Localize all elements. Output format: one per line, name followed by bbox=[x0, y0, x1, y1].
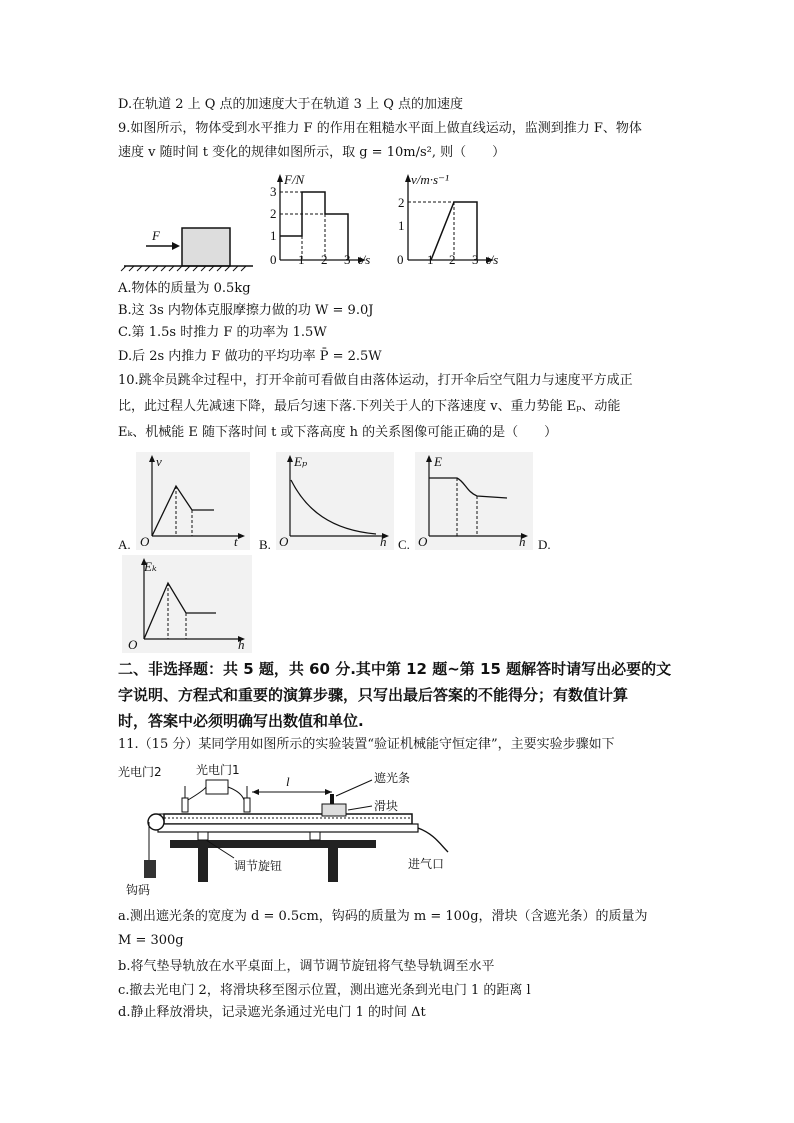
q10-label-b: B. bbox=[259, 537, 271, 552]
q9-option-b: B.这 3s 内物体克服摩擦力做的功 W = 9.0J bbox=[118, 303, 374, 318]
shade-strip bbox=[330, 794, 334, 804]
axis-h-label: h bbox=[380, 534, 387, 549]
slider bbox=[322, 804, 346, 816]
air-track bbox=[164, 814, 412, 824]
pulley bbox=[148, 814, 164, 830]
force-time-graph bbox=[270, 172, 370, 267]
q11-step-a-line1: a.测出遮光条的宽度为 d = 0.5cm，钩码的质量为 m = 100g，滑块（含遮光条）的质量为 bbox=[118, 909, 648, 924]
q9-option-a: A.物体的质量为 0.5kg bbox=[118, 281, 251, 296]
q10-stem-line3: Eₖ、机械能 E 随下落时间 t 或下落高度 h 的关系图像可能正确的是（ ） bbox=[118, 425, 558, 440]
v-tick: 1 bbox=[398, 218, 405, 233]
table-top bbox=[170, 840, 376, 848]
shade-label: 遮光条 bbox=[374, 771, 411, 785]
timer bbox=[206, 780, 228, 794]
weight-label: 钩码 bbox=[126, 883, 151, 897]
origin-label: O bbox=[418, 534, 428, 549]
t-tick: 1 bbox=[298, 252, 305, 267]
hanging-weight bbox=[144, 860, 156, 878]
force-label: F bbox=[152, 228, 160, 243]
axis-h-label: h bbox=[519, 534, 526, 549]
q10-label-c: C. bbox=[398, 537, 410, 552]
axis-v-label: v bbox=[156, 454, 162, 469]
q11-step-a-line2: M = 300g bbox=[118, 933, 184, 948]
air-inlet-label: 进气口 bbox=[408, 857, 445, 871]
q10-label-a: A. bbox=[118, 537, 131, 552]
velocity-time-graph bbox=[397, 172, 498, 267]
t-tick: 1 bbox=[427, 252, 434, 267]
q10-stem-line1: 10.跳伞员跳伞过程中，打开伞前可看做自由落体运动，打开伞后空气阻力与速度平方成正 bbox=[118, 373, 633, 388]
t-tick: 2 bbox=[449, 252, 456, 267]
f-axis-label: F/N bbox=[284, 172, 305, 187]
f-tick: 3 bbox=[270, 184, 277, 199]
q9-stem-line1: 9.如图所示，物体受到水平推力 F 的作用在粗糙水平面上做直线运动，监测到推力 F、物体 bbox=[118, 121, 642, 136]
f-tick: 1 bbox=[270, 228, 277, 243]
v-tick: 2 bbox=[398, 195, 405, 210]
t-axis-label: t/s bbox=[486, 252, 499, 267]
t-tick: 2 bbox=[321, 252, 328, 267]
block-diagram bbox=[121, 228, 253, 271]
q9-option-d: D.后 2s 内推力 F 做功的平均功率 P̄ = 2.5W bbox=[118, 349, 382, 364]
section2-line2: 字说明、方程式和重要的演算步骤，只写出最后答案的不能得分；有数值计算 bbox=[118, 686, 629, 704]
q9-figure bbox=[118, 170, 518, 270]
q10-graph-d bbox=[122, 555, 252, 653]
knob-label: 调节旋钮 bbox=[234, 859, 283, 873]
f-tick: 2 bbox=[270, 206, 277, 221]
q10-stem-line2: 比，此过程人先减速下降，最后匀速下落.下列关于人的下落速度 v、重力势能 Eₚ、动能 bbox=[118, 399, 621, 414]
section2-line3: 时，答案中必须明确写出数值和单位. bbox=[118, 712, 364, 730]
q9-option-c: C.第 1.5s 时推力 F 的功率为 1.5W bbox=[118, 325, 327, 340]
q11-step-c: c.撤去光电门 2，将滑块移至图示位置，测出遮光条到光电门 1 的距离 l bbox=[118, 983, 531, 998]
t-axis-label: t/s bbox=[358, 252, 371, 267]
q11-step-d: d.静止释放滑块，记录遮光条通过光电门 1 的时间 Δt bbox=[118, 1005, 426, 1020]
axis-ek-label: Eₖ bbox=[144, 559, 157, 574]
axis-t-label: t bbox=[234, 534, 238, 549]
gate1-label: 光电门1 bbox=[196, 763, 240, 777]
t-tick: 3 bbox=[344, 252, 351, 267]
v-graph-origin: 0 bbox=[397, 252, 404, 267]
t-tick: 3 bbox=[472, 252, 479, 267]
q10-label-d: D. bbox=[538, 537, 551, 552]
q11-stem: 11.（15 分）某同学用如图所示的实验装置“验证机械能守恒定律”，主要实验步骤如下 bbox=[118, 737, 615, 752]
slider-label: 滑块 bbox=[374, 799, 399, 813]
axis-ep-label: Eₚ bbox=[294, 454, 308, 469]
origin-label: O bbox=[140, 534, 150, 549]
axis-h-label: h bbox=[238, 637, 245, 652]
q10-graph-c bbox=[415, 452, 533, 550]
q11-step-b: b.将气垫导轨放在水平桌面上，调节调节旋钮将气垫导轨调至水平 bbox=[118, 959, 495, 974]
q8-option-d: D.在轨道 2 上 Q 点的加速度大于在轨道 3 上 Q 点的加速度 bbox=[118, 97, 464, 112]
q11-apparatus-figure bbox=[118, 760, 478, 900]
section2-line1: 二、非选择题：共 5 题，共 60 分.其中第 12 题~第 15 题解答时请写出必要的文 bbox=[118, 660, 672, 678]
gate2 bbox=[182, 798, 188, 812]
origin-label: O bbox=[279, 534, 289, 549]
q9-stem-line2: 速度 v 随时间 t 变化的规律如图所示，取 g = 10m/s², 则（ ） bbox=[118, 145, 506, 160]
axis-e-label: E bbox=[434, 454, 442, 469]
origin-label: O bbox=[128, 637, 138, 652]
v-axis-label: v/m·s⁻¹ bbox=[411, 172, 449, 187]
distance-label: l bbox=[286, 774, 290, 789]
gate1 bbox=[244, 798, 250, 812]
f-graph-origin: 0 bbox=[270, 252, 277, 267]
q10-graph-b bbox=[276, 452, 394, 550]
gate2-label: 光电门2 bbox=[118, 765, 162, 779]
q10-graph-a bbox=[136, 452, 250, 550]
